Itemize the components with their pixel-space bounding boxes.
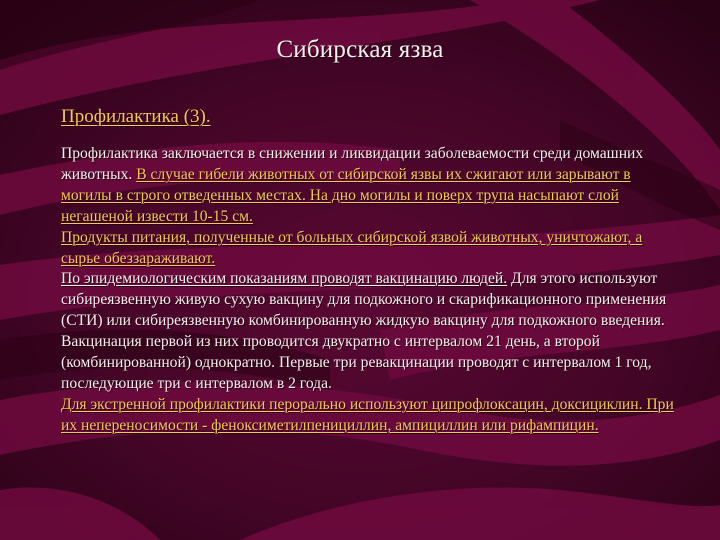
paragraph-emergency-prophylaxis <box>61 395 685 437</box>
paragraph-highlight: В случае гибели животных от сибирской язвы их сжигают или зарывают в могилы в строго отведенных местах. На дно могилы и поверх трупа насыпают слой негашеной извести 10-15 см. <box>61 165 631 225</box>
paragraph-text: Вакцинация первой из них проводится двукратно с интервалом 21 день, а второй (комбинированной) однократно. Первые три ревакцинации проводят с интервалом 1 год, последующие три с интервалом в 2 года. <box>61 333 652 392</box>
slide-subtitle: Профилактика (3). <box>61 106 211 127</box>
paragraph-intro: Профилактика заключается в снижении и ликвидации заболеваемости среди домашних животных. <box>61 145 644 183</box>
paragraph-vaccination-schedule <box>61 332 685 395</box>
paragraph-prevention <box>61 144 685 228</box>
paragraph-underlined: По эпидемиологическим показаниям проводят вакцинацию людей. <box>61 270 508 288</box>
paragraph-highlight: Для экстренной профилактики перорально используют ципрофлоксацин, доксициклин. При их непереносимости - феноксиметилпенициллин, ампициллин или рифампицин. <box>61 395 674 434</box>
paragraph-rest: Для этого используют сибиреязвенную живую сухую вакцину для подкожного и скарификационного применения (СТИ) или сибиреязвенную комбинированную жидкую вакцину для подкожного введения. <box>61 270 667 330</box>
slide-title: Сибирская язва <box>276 36 444 63</box>
slide-body <box>61 144 685 437</box>
paragraph-highlight: Продукты питания, полученные от больных сибирской язвой животных, уничтожают, а сырье обеззараживают. <box>61 228 643 267</box>
paragraph-vaccination <box>61 269 685 332</box>
paragraph-food-products <box>61 228 685 270</box>
